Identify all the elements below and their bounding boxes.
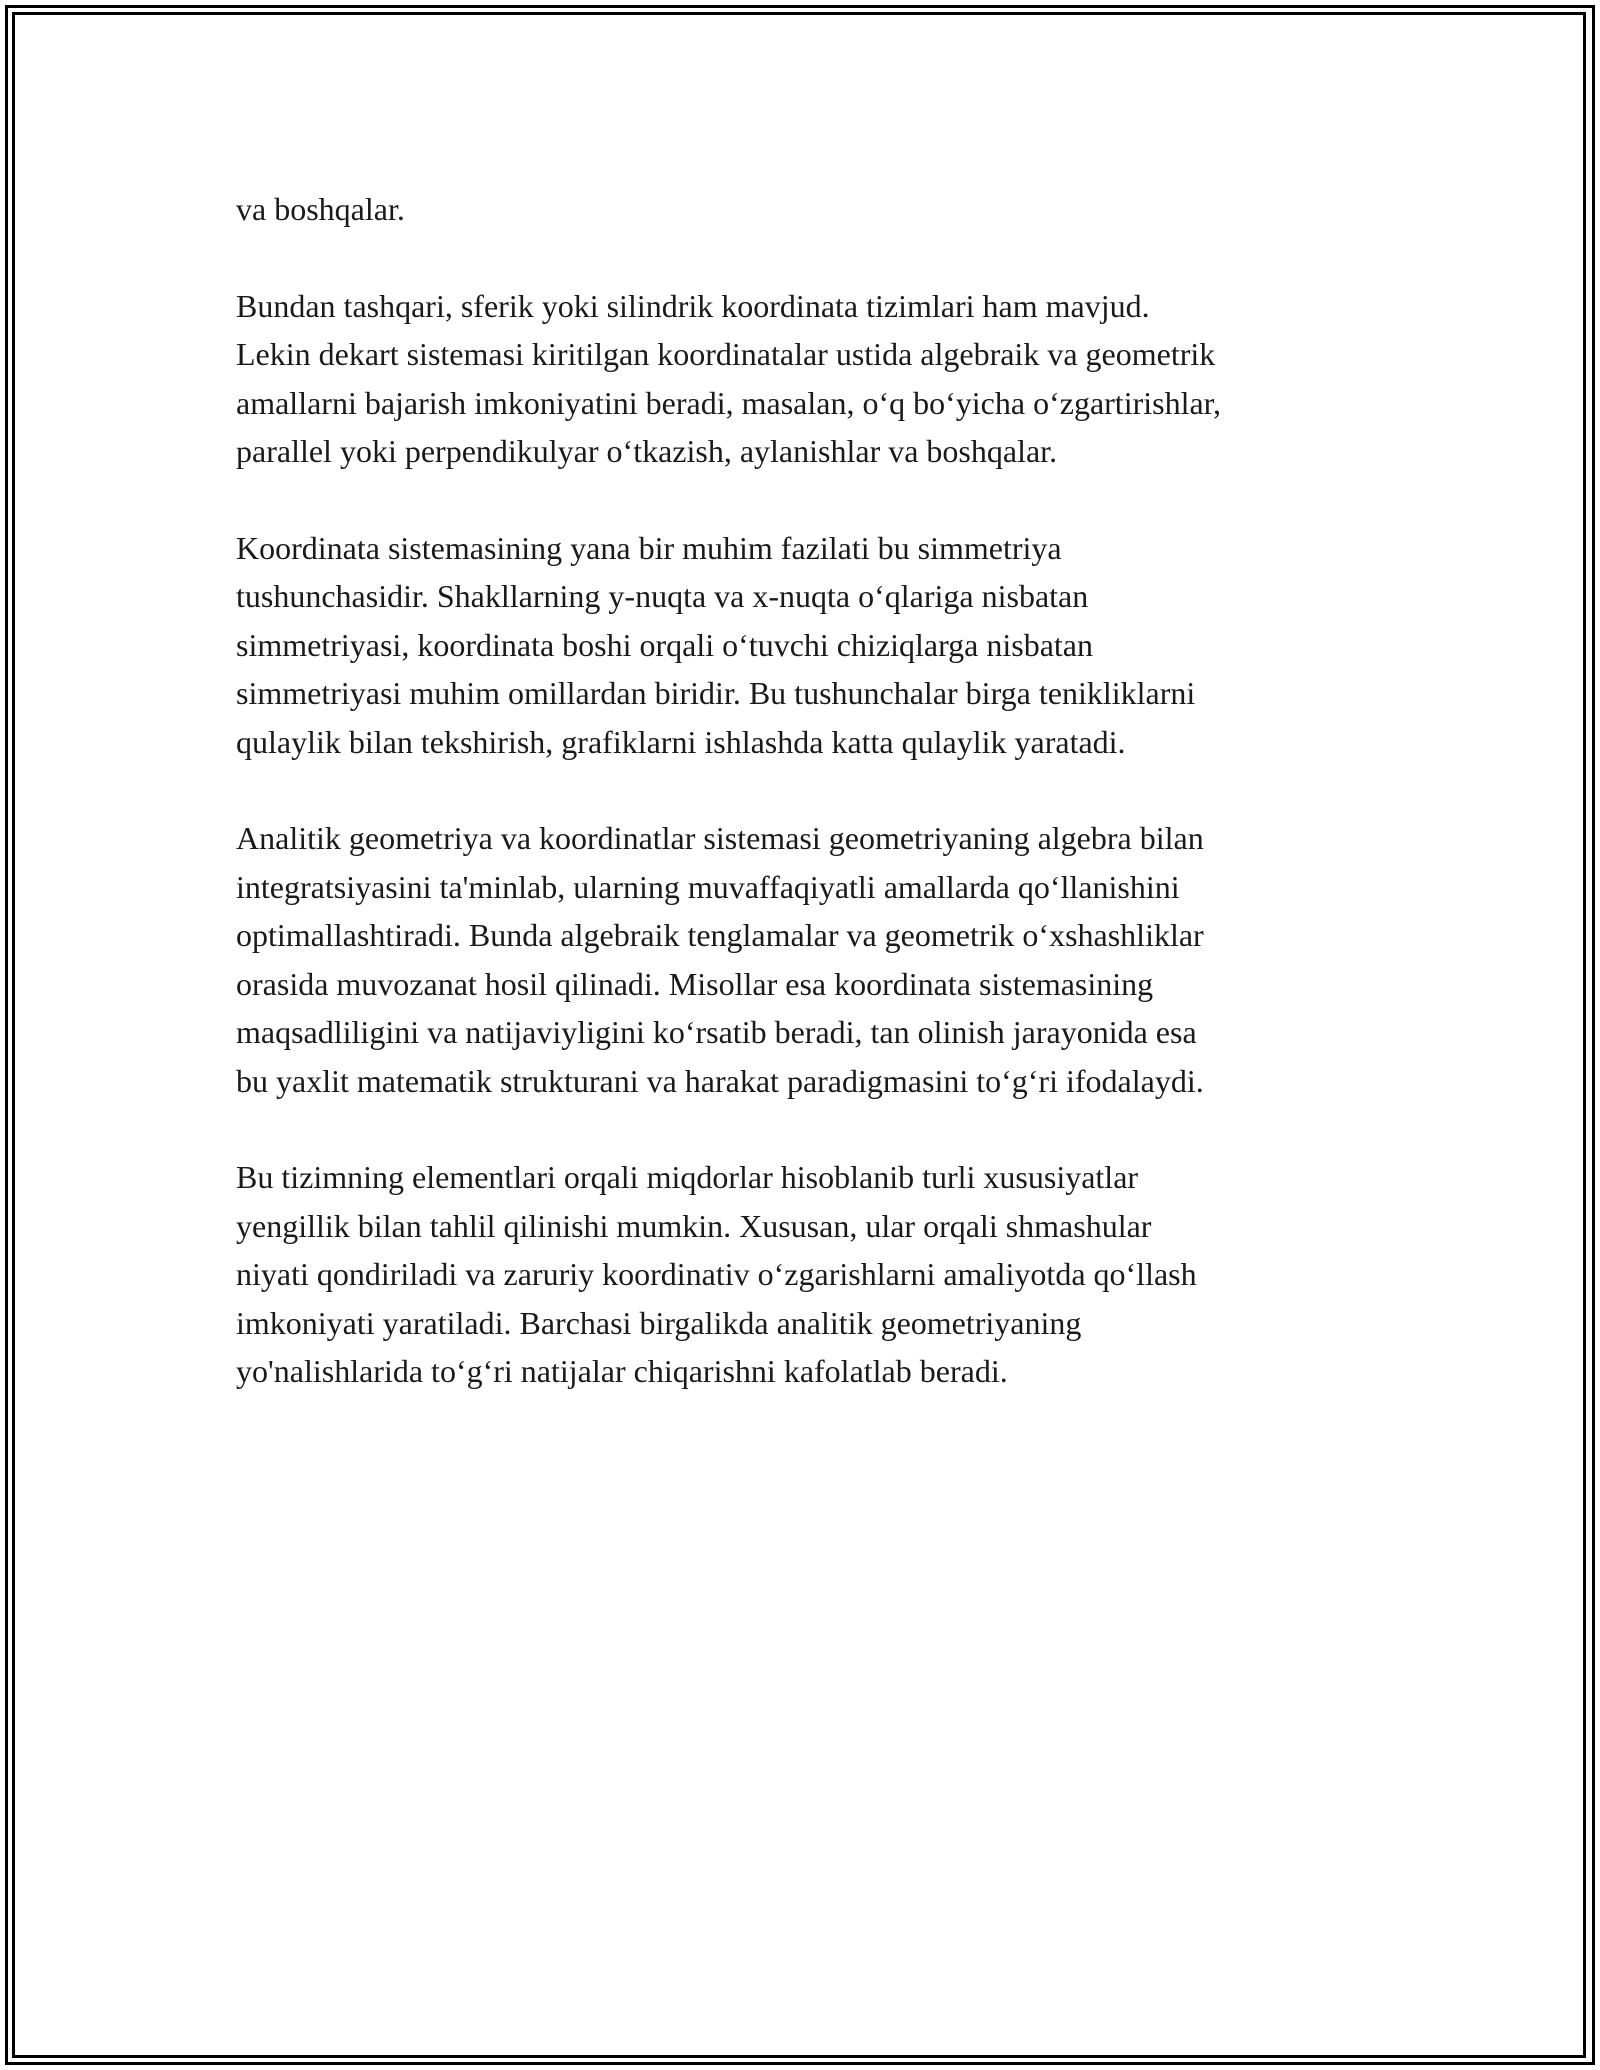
- text-line: simmetriyasi, koordinata boshi orqali o‘tuvchi chiziqlarga nisbatan: [236, 626, 1093, 663]
- paragraph-1: [236, 185, 1376, 234]
- paragraph-4: [236, 814, 1376, 1105]
- text-line: Koordinata sistemasining yana bir muhim fazilati bu simmetriya: [236, 529, 1062, 566]
- text-line: yengillik bilan tahlil qilinishi mumkin. Xususan, ular orqali shmashular: [236, 1207, 1152, 1244]
- text-line: Analitik geometriya va koordinatlar sistemasi geometriyaning algebra bilan: [236, 820, 1204, 856]
- paragraph-3: [236, 524, 1376, 767]
- text-line: imkoniyati yaratiladi. Barchasi birgalikda analitik geometriyaning: [236, 1304, 1082, 1341]
- text-line: parallel yoki perpendikulyar o‘tkazish, aylanishlar va boshqalar.: [236, 433, 1058, 469]
- text-line: Lekin dekart sistemasi kiritilgan koordinatalar ustida algebraik va geometrik: [236, 336, 1216, 372]
- text-line: integratsiyasini ta'minlab, ularning muvaffaqiyatli amallarda qo‘llanishini: [236, 868, 1180, 905]
- text-line: tushunchasidir. Shakllarning y-nuqta va x-nuqta o‘qlariga nisbatan: [236, 578, 1089, 614]
- paragraph-5: [236, 1153, 1376, 1396]
- text-line: orasida muvozanat hosil qilinadi. Misollar esa koordinata sistemasining: [236, 965, 1154, 1002]
- text-line: qulaylik bilan tekshirish, grafiklarni ishlashda katta qulaylik yaratadi.: [236, 723, 1126, 760]
- text-line: Bundan tashqari, sferik yoki silindrik koordinata tizimlari ham mavjud.: [236, 287, 1150, 324]
- text-line: niyati qondiriladi va zaruriy koordinativ o‘zgarishlarni amaliyotda qo‘llash: [236, 1256, 1197, 1292]
- text-line: optimallashtiradi. Bunda algebraik tenglamalar va geometrik o‘xshashliklar: [236, 917, 1204, 953]
- text-line: yo'nalishlarida to‘g‘ri natijalar chiqarishni kafolatlab beradi.: [236, 1353, 1008, 1389]
- text-line: bu yaxlit matematik strukturani va harakat paradigmasini to‘g‘ri ifodalaydi.: [236, 1062, 1204, 1099]
- document-body: [236, 185, 1376, 1444]
- text-line: maqsadliligini va natijaviyligini ko‘rsatib beradi, tan olinish jarayonida esa: [236, 1014, 1197, 1050]
- text-line: amallarni bajarish imkoniyatini beradi, masalan, o‘q bo‘yicha o‘zgartirishlar,: [236, 384, 1222, 421]
- text-line: va boshqalar.: [236, 191, 405, 227]
- paragraph-2: [236, 282, 1376, 476]
- text-line: Bu tizimning elementlari orqali miqdorlar hisoblanib turli xususiyatlar: [236, 1159, 1139, 1195]
- text-line: simmetriyasi muhim omillardan biridir. Bu tushunchalar birga tenikliklarni: [236, 675, 1196, 711]
